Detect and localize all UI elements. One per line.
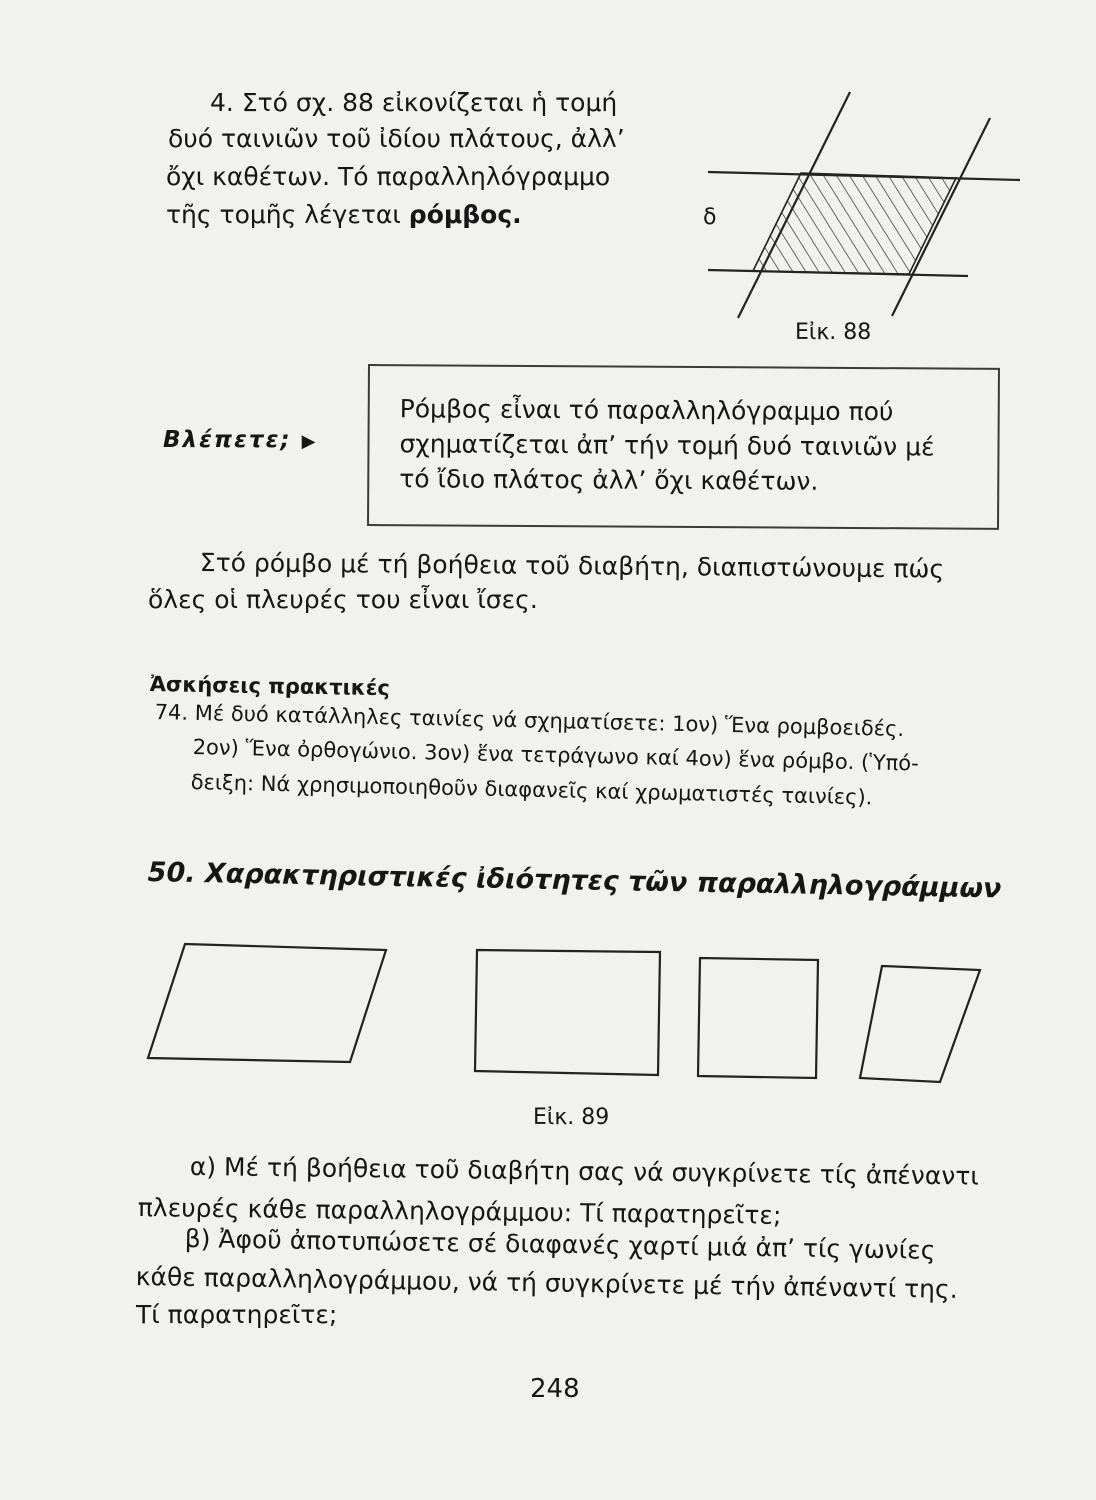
term-rhombus: ρόμβος.	[408, 200, 522, 229]
page-number: 248	[530, 1374, 580, 1404]
definition-box	[367, 364, 1000, 530]
question-b-line-3: Τί παρατηρεῖτε;	[136, 1300, 338, 1329]
intro-line-4	[166, 200, 522, 230]
strip-label-delta: δ	[703, 205, 717, 230]
rhombus-shaded	[753, 173, 956, 274]
rectangle-shape	[475, 950, 660, 1075]
rule-line-2: ὅλες οἱ πλευρές του εἶναι ἴσες.	[148, 585, 538, 614]
question-b-line-1: β) Ἀφοῦ ἀποτυπώσετε σέ διαφανές χαρτί μιά ἀπ’ τίς γωνίες	[184, 1224, 936, 1265]
callout-label	[163, 425, 317, 457]
rhombus-shape	[860, 966, 980, 1082]
intro-line-1	[210, 88, 617, 118]
question-b-line-2: κάθε παραλληλογράμμου, νά τή συγκρίνετε μέ τήν ἀπέναντί της.	[135, 1262, 958, 1304]
parallelogram-shape	[148, 944, 386, 1062]
intro-line-4-text: τῆς τομῆς λέγεται	[166, 200, 409, 229]
figure-88-caption: Εἰκ. 88	[795, 320, 872, 345]
rule-line-1: Στό ρόμβο μέ τή βοήθεια τοῦ διαβήτη, διαπιστώνουμε πώς	[199, 548, 945, 584]
intro-number: 4.	[210, 88, 234, 117]
definition-line-2: σχηματίζεται ἀπ’ τήν τομή δυό ταινιῶν μέ	[399, 429, 935, 462]
definition-line-1: Ρόμβος εἶναι τό παραλληλόγραμμο πού	[399, 394, 894, 427]
question-a-line-2: πλευρές κάθε παραλληλογράμμου: Τί παρατηρεῖτε;	[137, 1193, 782, 1230]
horizontal-strip	[708, 172, 1020, 276]
intro-line-1-text: Στό σχ. 88 εἰκονίζεται ἡ τομή	[241, 88, 618, 117]
exercise-74-line-1: 74. Μέ δυό κατάλληλες ταινίες νά σχηματίσετε: 1ον) Ἕνα ρομβοειδές.	[154, 700, 905, 741]
exercise-74-line-3: δειξη: Νά χρησιμοποιηθοῦν διαφανεῖς καί χρωματιστές ταινίες).	[190, 770, 873, 810]
section-50-title: 50. Χαρακτηριστικές ἰδιότητες τῶν παραλληλογράμμων	[147, 857, 1002, 905]
square-shape	[698, 958, 818, 1078]
question-a-line-1: α) Μέ τή βοήθεια τοῦ διαβήτη σας νά συγκρίνετε τίς ἀπέναντι	[189, 1152, 980, 1191]
oblique-strip	[738, 92, 990, 318]
intro-line-2: δυό ταινιῶν τοῦ ἰδίου πλάτους, ἀλλ’	[168, 124, 625, 153]
arrow-right-icon: ▶	[301, 431, 318, 452]
exercise-74-line-2: 2ον) Ἕνα ὀρθογώνιο. 3ον) ἕνα τετράγωνο καί 4ον) ἕνα ρόμβο. (Ὑπό-	[192, 735, 920, 776]
figure-89-caption: Εἰκ. 89	[533, 1105, 610, 1130]
callout-label-text: Βλέπετε;	[163, 427, 292, 453]
exercises-heading: Ἀσκήσεις πρακτικές	[149, 672, 391, 701]
intro-line-3: ὄχι καθέτων. Τό παραλληλόγραμμο	[166, 162, 611, 191]
definition-line-3: τό ἴδιο πλάτος ἀλλ’ ὄχι καθέτων.	[399, 464, 819, 496]
